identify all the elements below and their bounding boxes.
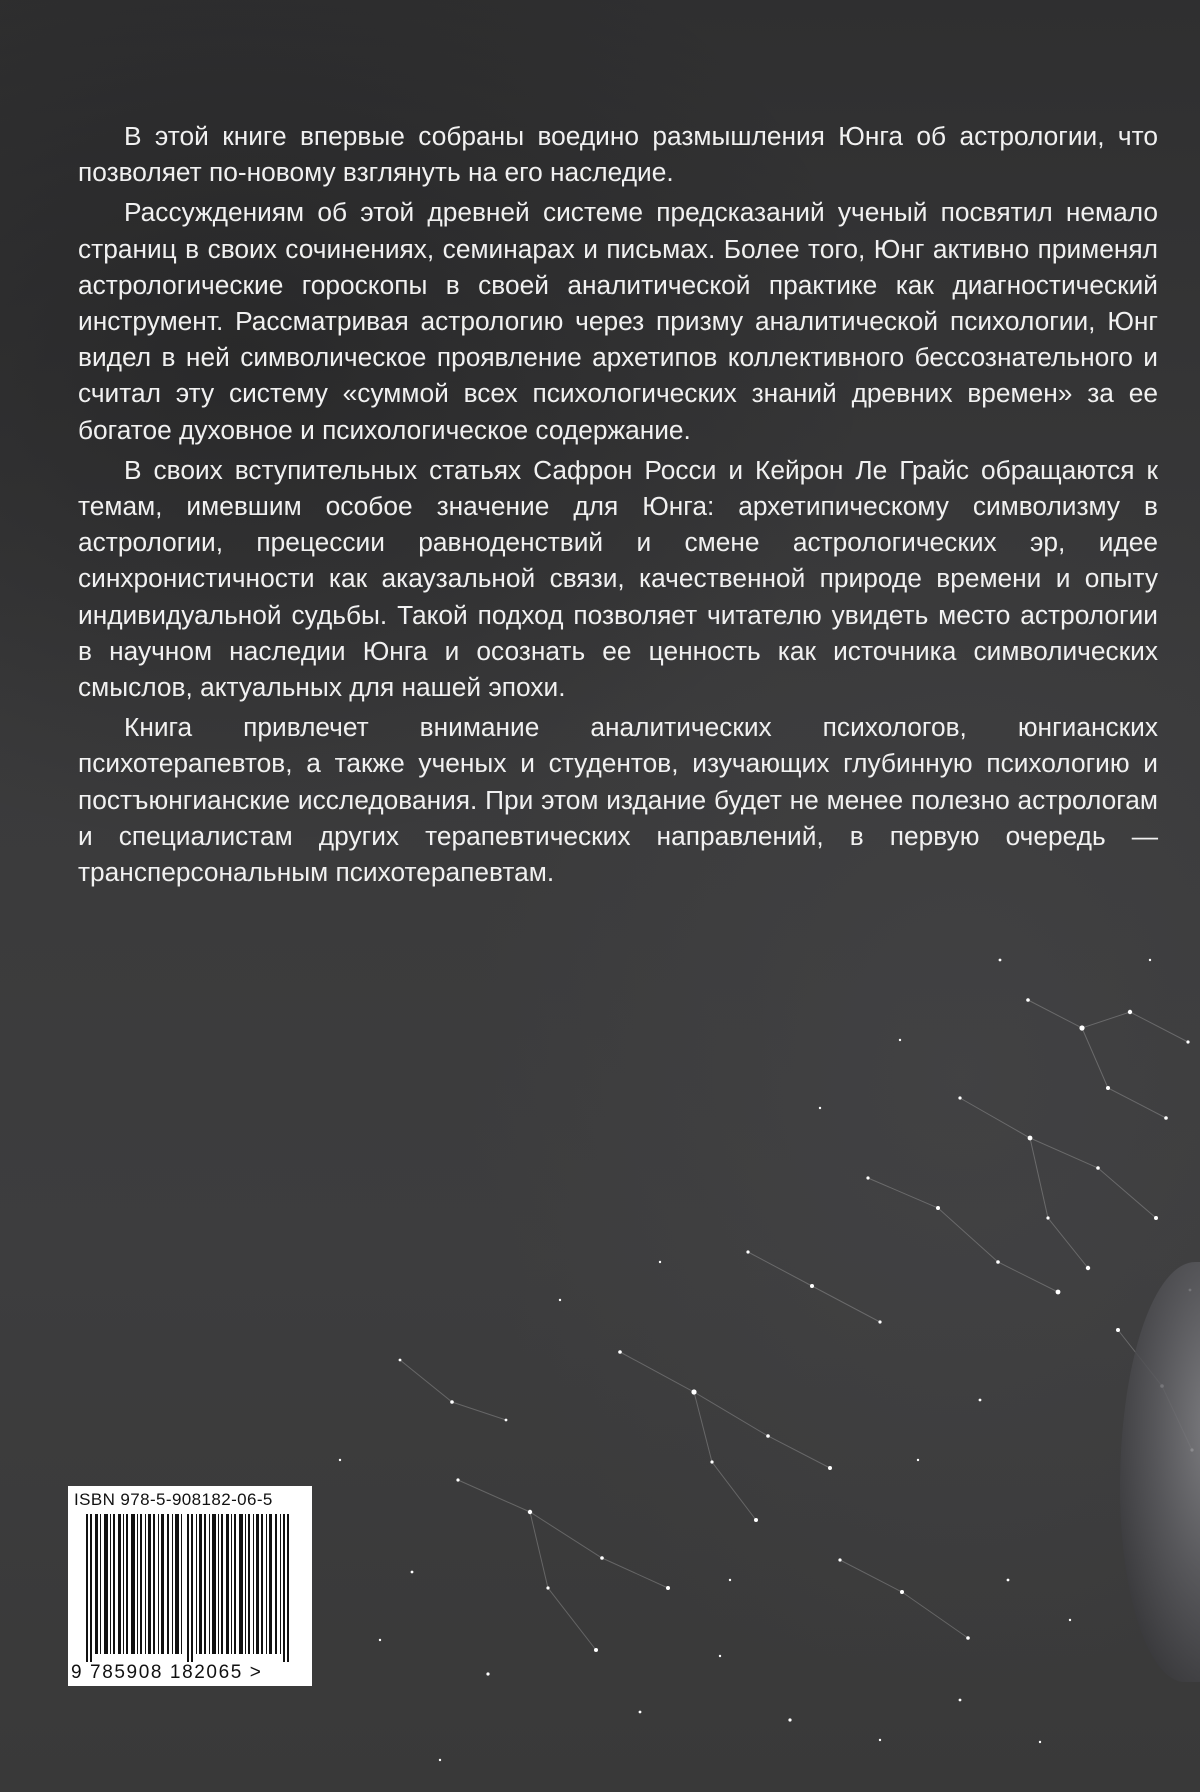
description-paragraph-2: Рассуждениям об этой древней системе предсказаний ученый посвятил немало страниц в своих сочинениях, семинарах и письмах. Более того, Юнг активно применял астрологические гороскопы в своей аналитической практике как диагностический инструмент. Рассматривая астрологию через призму аналитической психологии, Юнг видел в ней символическое проявление архетипов коллективного бессознательного и считал эту систему «суммой всех психологических знаний древних времен» за ее богатое духовное и психологическое содержание. xyxy=(78,197,1158,445)
isbn-barcode-block xyxy=(68,1486,312,1686)
back-cover-description xyxy=(78,118,1158,894)
isbn-number: ISBN 978-5-908182-06-5 xyxy=(74,1490,273,1509)
description-paragraph-4: Книга привлечет внимание аналитических психологов, юнгианских психотерапевтов, а также ученых и студентов, изучающих глубинную психологию и постъюнгианские исследования. При этом издание будет не менее полезно астрологам и специалистам других терапевтических направлений, в первую очередь — трансперсональным психотерапевтам. xyxy=(78,712,1158,888)
description-paragraph-1: В этой книге впервые собраны воедино размышления Юнга об астрологии, что позволяет по-новому взглянуть на его наследие. xyxy=(78,121,1158,188)
barcode-digits: 9 785908 182065 > xyxy=(71,1662,263,1683)
barcode-icon xyxy=(86,1514,296,1662)
description-paragraph-3: В своих вступительных статьях Сафрон Росси и Кейрон Ле Грайс обращаются к темам, имевшим особое значение для Юнга: архетипическому символизму в астрологии, прецессии равноденствий и смене астрологических эр, идее синхронистичности как акаузальной связи, качественной природе времени и опыту индивидуальной судьбы. Такой подход позволяет читателю увидеть место астрологии в научном наследии Юнга и осознать ее ценность как источника символических смыслов, актуальных для нашей эпохи. xyxy=(78,454,1158,703)
